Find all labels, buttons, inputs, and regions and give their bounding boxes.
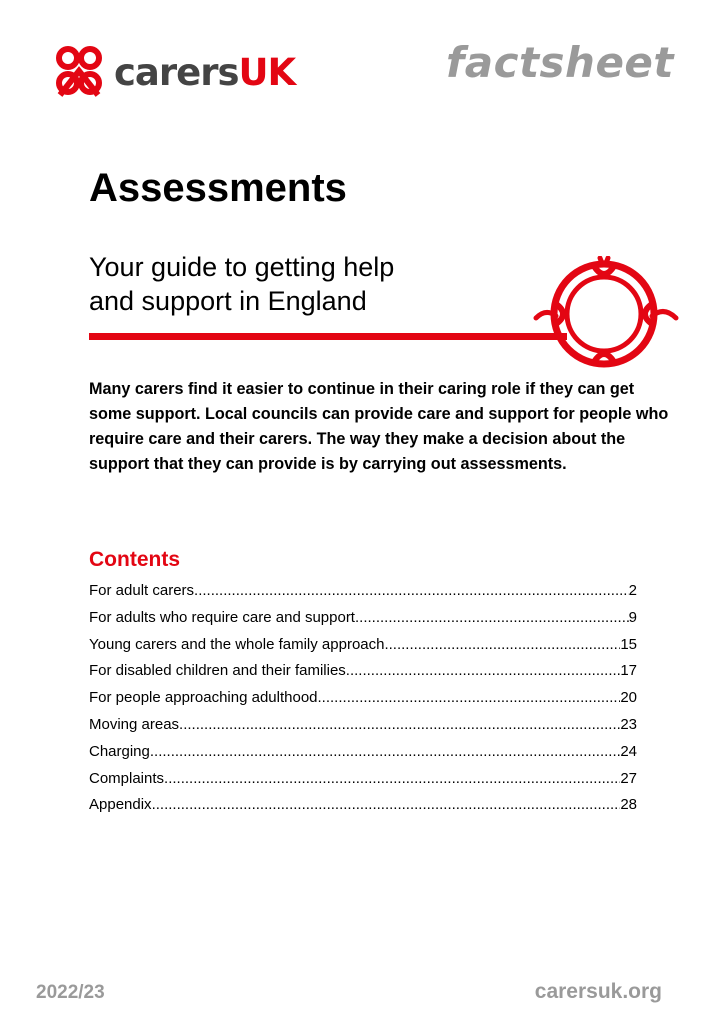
table-of-contents [89,578,637,819]
toc-dot-leader [152,792,621,819]
toc-dot-leader [384,632,620,659]
toc-item-title: Young carers and the whole family approach [89,635,385,653]
subtitle-line-1: Your guide to getting help [89,252,395,282]
toc-item[interactable] [89,658,637,685]
toc-item[interactable] [89,578,637,605]
logo-accent: UK [238,50,296,94]
toc-dot-leader [318,685,621,712]
toc-item-page: 2 [628,582,637,599]
toc-item[interactable] [89,792,637,819]
toc-item-page: 27 [620,769,637,787]
toc-item-title: For adults who require care and support [89,608,355,626]
toc-item[interactable] [89,685,637,712]
page-title: Assessments [89,166,347,210]
toc-item-page: 15 [620,635,637,653]
toc-item-page: 23 [620,715,637,733]
toc-item[interactable] [89,605,637,632]
footer-year: 2022/23 [36,982,105,1003]
toc-item-title: For disabled children and their families [89,662,346,680]
factsheet-label: factsheet [445,38,674,87]
knot-ring-icon [530,256,680,372]
contents-heading: Contents [89,548,180,571]
toc-dot-leader [164,766,620,793]
toc-item-title: Complaints [89,769,165,787]
carers-uk-logo [52,42,295,102]
toc-item[interactable] [89,739,637,766]
toc-dot-leader [355,605,629,632]
toc-item-title: For adult carers [89,582,195,599]
subtitle-line-2: and support in England [89,286,367,316]
toc-item-page: 17 [620,662,637,680]
toc-item-page: 9 [628,608,637,626]
toc-item[interactable] [89,632,637,659]
toc-item-page: 20 [620,689,637,707]
toc-item-page: 28 [620,796,637,814]
toc-item-page: 24 [620,742,637,760]
interlinked-rings-logo-icon [52,43,110,101]
page-subtitle [89,250,394,318]
toc-item-title: Charging [89,742,150,760]
red-divider [89,333,567,340]
logo-word: carers [114,50,239,94]
toc-dot-leader [179,712,620,739]
toc-item-title: Appendix [89,796,152,814]
toc-item-title: Moving areas [89,715,180,733]
toc-item[interactable] [89,766,637,793]
toc-dot-leader [150,739,620,766]
footer-url[interactable]: carersuk.org [534,980,662,1003]
logo-wordmark [114,50,296,94]
toc-item[interactable] [89,712,637,739]
intro-paragraph: Many carers find it easier to continue in their caring role if they can get some support. Local councils can provide care and support for people who require care and their carers. The way they make a decision about the support that they can provide is by carrying out assessments. [89,380,669,473]
toc-item-title: For people approaching adulthood [89,689,318,707]
toc-dot-leader [346,658,621,685]
toc-dot-leader [194,578,629,605]
